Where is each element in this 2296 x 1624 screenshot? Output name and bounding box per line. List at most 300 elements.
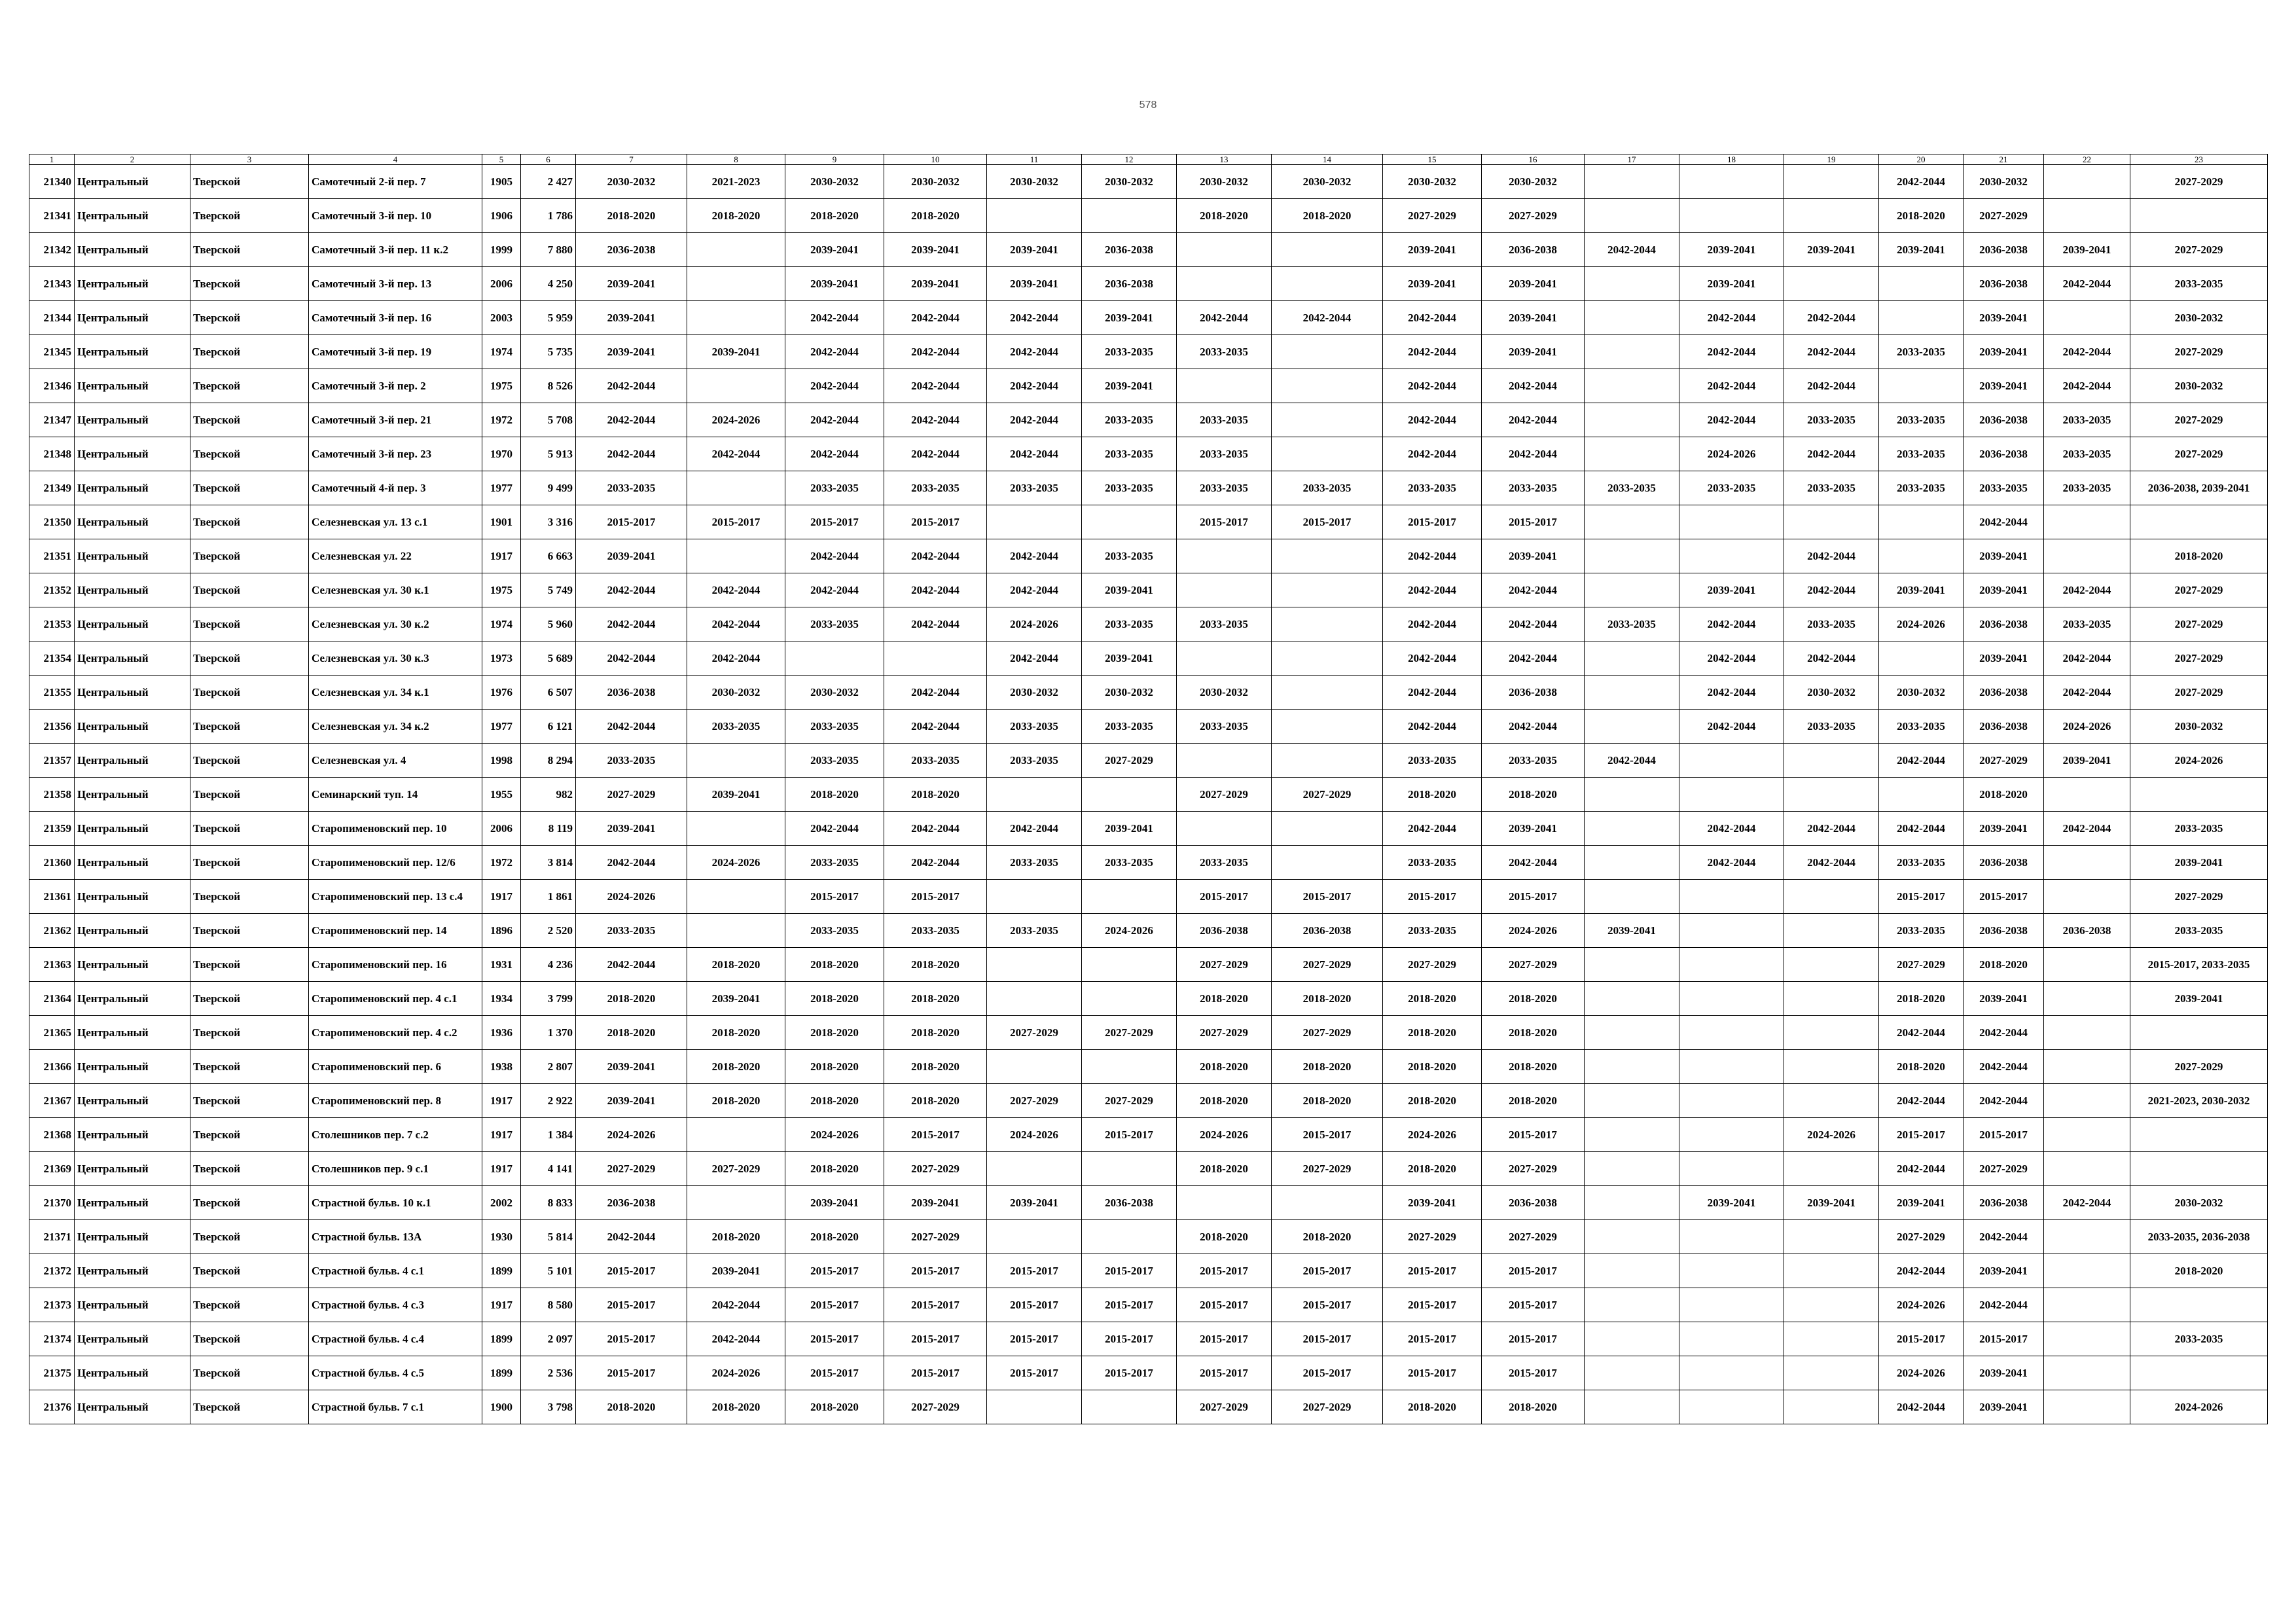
table-cell-col-22: 2033-2035 (2044, 403, 2130, 437)
table-cell-col-3: Тверской (190, 676, 309, 710)
table-cell-col-10: 2030-2032 (884, 165, 987, 199)
table-cell-col-5: 1917 (482, 880, 521, 914)
table-cell-col-22 (2044, 301, 2130, 335)
table-cell-col-15: 2042-2044 (1383, 710, 1482, 744)
table-cell-col-19 (1784, 948, 1879, 982)
table-cell-col-1: 21341 (29, 199, 75, 233)
table-cell-col-2: Центральный (75, 812, 190, 846)
table-cell-col-14 (1272, 812, 1383, 846)
table-cell-col-13: 2015-2017 (1177, 1254, 1272, 1288)
table-cell-col-20: 2033-2035 (1879, 335, 1964, 369)
table-cell-col-21: 2039-2041 (1964, 641, 2044, 676)
table-cell-col-22: 2042-2044 (2044, 812, 2130, 846)
table-cell-col-22 (2044, 778, 2130, 812)
table-cell-col-14: 2027-2029 (1272, 778, 1383, 812)
table-cell-col-11 (987, 1050, 1082, 1084)
table-cell-col-12: 2030-2032 (1082, 165, 1177, 199)
table-cell-col-8: 2027-2029 (687, 1152, 785, 1186)
table-cell-col-4: Старопименовский пер. 6 (309, 1050, 482, 1084)
table-cell-col-23: 2033-2035 (2130, 267, 2268, 301)
table-cell-col-7: 2042-2044 (576, 948, 687, 982)
table-cell-col-16: 2027-2029 (1482, 199, 1585, 233)
table-cell-col-9: 2042-2044 (785, 369, 884, 403)
table-cell-col-23: 2018-2020 (2130, 539, 2268, 573)
table-cell-col-22 (2044, 1016, 2130, 1050)
table-cell-col-19 (1784, 778, 1879, 812)
table-cell-col-9: 2039-2041 (785, 267, 884, 301)
table-cell-col-21: 2036-2038 (1964, 676, 2044, 710)
table-cell-col-12: 2033-2035 (1082, 607, 1177, 641)
table-cell-col-15: 2027-2029 (1383, 199, 1482, 233)
table-cell-col-10: 2018-2020 (884, 1050, 987, 1084)
table-cell-col-16: 2018-2020 (1482, 778, 1585, 812)
table-cell-col-21: 2036-2038 (1964, 1186, 2044, 1220)
column-number-4: 4 (309, 154, 482, 165)
column-number-12: 12 (1082, 154, 1177, 165)
table-cell-col-12 (1082, 880, 1177, 914)
table-cell-col-23 (2130, 1356, 2268, 1390)
table-cell-col-22: 2033-2035 (2044, 437, 2130, 471)
table-cell-col-23: 2027-2029 (2130, 165, 2268, 199)
table-cell-col-6: 3 316 (521, 505, 576, 539)
table-cell-col-19 (1784, 1288, 1879, 1322)
table-cell-col-17 (1585, 982, 1679, 1016)
page-number: 578 (1139, 99, 1157, 111)
table-cell-col-14: 2033-2035 (1272, 471, 1383, 505)
table-cell-col-17 (1585, 1118, 1679, 1152)
table-cell-col-15: 2015-2017 (1383, 880, 1482, 914)
table-cell-col-2: Центральный (75, 880, 190, 914)
table-cell-col-13 (1177, 233, 1272, 267)
table-cell-col-20: 2015-2017 (1879, 880, 1964, 914)
table-cell-col-9: 2018-2020 (785, 948, 884, 982)
table-cell-col-11: 2015-2017 (987, 1356, 1082, 1390)
table-cell-col-19: 2042-2044 (1784, 301, 1879, 335)
table-cell-col-5: 1998 (482, 744, 521, 778)
table-cell-col-10: 2042-2044 (884, 676, 987, 710)
table-cell-col-17 (1585, 1152, 1679, 1186)
table-cell-col-14: 2018-2020 (1272, 199, 1383, 233)
table-cell-col-16: 2018-2020 (1482, 1016, 1585, 1050)
table-cell-col-14 (1272, 676, 1383, 710)
table-cell-col-18 (1679, 914, 1784, 948)
table-cell-col-1: 21371 (29, 1220, 75, 1254)
table-cell-col-19 (1784, 982, 1879, 1016)
table-cell-col-19 (1784, 1356, 1879, 1390)
table-cell-col-8: 2039-2041 (687, 778, 785, 812)
table-cell-col-5: 1936 (482, 1016, 521, 1050)
table-cell-col-15: 2033-2035 (1383, 914, 1482, 948)
table-cell-col-1: 21346 (29, 369, 75, 403)
table-cell-col-5: 1906 (482, 199, 521, 233)
table-cell-col-6: 6 663 (521, 539, 576, 573)
table-cell-col-19: 2042-2044 (1784, 437, 1879, 471)
table-cell-col-1: 21366 (29, 1050, 75, 1084)
table-cell-col-9: 2018-2020 (785, 1084, 884, 1118)
table-cell-col-21: 2039-2041 (1964, 1390, 2044, 1424)
column-number-10: 10 (884, 154, 987, 165)
table-cell-col-9: 2042-2044 (785, 301, 884, 335)
table-cell-col-1: 21370 (29, 1186, 75, 1220)
table-cell-col-1: 21367 (29, 1084, 75, 1118)
table-cell-col-3: Тверской (190, 1016, 309, 1050)
table-cell-col-4: Старопименовский пер. 14 (309, 914, 482, 948)
table-cell-col-3: Тверской (190, 880, 309, 914)
table-cell-col-20 (1879, 505, 1964, 539)
table-cell-col-11: 2015-2017 (987, 1322, 1082, 1356)
table-cell-col-10: 2027-2029 (884, 1220, 987, 1254)
table-cell-col-7: 2033-2035 (576, 744, 687, 778)
table-cell-col-4: Селезневская ул. 30 к.2 (309, 607, 482, 641)
table-row (29, 710, 2268, 744)
table-cell-col-9: 2024-2026 (785, 1118, 884, 1152)
table-cell-col-1: 21364 (29, 982, 75, 1016)
table-cell-col-14 (1272, 233, 1383, 267)
table-cell-col-11: 2027-2029 (987, 1084, 1082, 1118)
table-cell-col-17 (1585, 1356, 1679, 1390)
table-cell-col-15: 2018-2020 (1383, 1016, 1482, 1050)
table-cell-col-11: 2042-2044 (987, 301, 1082, 335)
table-cell-col-2: Центральный (75, 914, 190, 948)
table-cell-col-7: 2042-2044 (576, 641, 687, 676)
table-cell-col-4: Селезневская ул. 34 к.1 (309, 676, 482, 710)
table-cell-col-2: Центральный (75, 1288, 190, 1322)
table-cell-col-8: 2018-2020 (687, 199, 785, 233)
table-cell-col-21: 2033-2035 (1964, 471, 2044, 505)
table-cell-col-11: 2033-2035 (987, 471, 1082, 505)
table-cell-col-20: 2018-2020 (1879, 1050, 1964, 1084)
table-cell-col-10: 2015-2017 (884, 1322, 987, 1356)
table-cell-col-11: 2024-2026 (987, 607, 1082, 641)
table-cell-col-9: 2039-2041 (785, 1186, 884, 1220)
table-cell-col-14: 2030-2032 (1272, 165, 1383, 199)
table-cell-col-20: 2027-2029 (1879, 948, 1964, 982)
table-cell-col-21: 2027-2029 (1964, 1152, 2044, 1186)
table-cell-col-2: Центральный (75, 573, 190, 607)
table-cell-col-10: 2039-2041 (884, 233, 987, 267)
table-row (29, 676, 2268, 710)
table-cell-col-5: 1955 (482, 778, 521, 812)
table-cell-col-15: 2018-2020 (1383, 1152, 1482, 1186)
table-cell-col-20 (1879, 641, 1964, 676)
table-cell-col-20: 2042-2044 (1879, 812, 1964, 846)
table-cell-col-15: 2015-2017 (1383, 1322, 1482, 1356)
table-cell-col-1: 21360 (29, 846, 75, 880)
table-cell-col-11: 2033-2035 (987, 846, 1082, 880)
table-cell-col-5: 2006 (482, 267, 521, 301)
table-cell-col-18 (1679, 1220, 1784, 1254)
table-cell-col-6: 7 880 (521, 233, 576, 267)
table-cell-col-16: 2030-2032 (1482, 165, 1585, 199)
table-cell-col-14: 2018-2020 (1272, 1220, 1383, 1254)
table-cell-col-15: 2042-2044 (1383, 301, 1482, 335)
table-cell-col-9: 2042-2044 (785, 539, 884, 573)
table-cell-col-7: 2042-2044 (576, 437, 687, 471)
table-cell-col-16: 2015-2017 (1482, 1288, 1585, 1322)
table-cell-col-10: 2015-2017 (884, 880, 987, 914)
table-cell-col-10: 2015-2017 (884, 1356, 987, 1390)
table-cell-col-20: 2033-2035 (1879, 403, 1964, 437)
table-cell-col-23: 2027-2029 (2130, 403, 2268, 437)
column-number-7: 7 (576, 154, 687, 165)
table-row (29, 778, 2268, 812)
table-cell-col-21: 2030-2032 (1964, 165, 2044, 199)
table-cell-col-12: 2030-2032 (1082, 676, 1177, 710)
table-cell-col-6: 5 689 (521, 641, 576, 676)
table-cell-col-15: 2039-2041 (1383, 1186, 1482, 1220)
table-cell-col-1: 21369 (29, 1152, 75, 1186)
table-cell-col-7: 2018-2020 (576, 982, 687, 1016)
table-cell-col-23 (2130, 1118, 2268, 1152)
table-cell-col-13: 2033-2035 (1177, 471, 1272, 505)
table-cell-col-23: 2033-2035, 2036-2038 (2130, 1220, 2268, 1254)
table-row (29, 437, 2268, 471)
table-cell-col-15: 2042-2044 (1383, 335, 1482, 369)
table-cell-col-7: 2015-2017 (576, 1322, 687, 1356)
table-cell-col-18 (1679, 539, 1784, 573)
table-cell-col-1: 21355 (29, 676, 75, 710)
table-cell-col-3: Тверской (190, 505, 309, 539)
table-cell-col-1: 21361 (29, 880, 75, 914)
table-cell-col-2: Центральный (75, 1118, 190, 1152)
table-cell-col-12 (1082, 1152, 1177, 1186)
table-row (29, 369, 2268, 403)
table-cell-col-18: 2033-2035 (1679, 471, 1784, 505)
table-cell-col-15: 2042-2044 (1383, 812, 1482, 846)
table-cell-col-13: 2015-2017 (1177, 1322, 1272, 1356)
table-cell-col-14: 2018-2020 (1272, 982, 1383, 1016)
table-cell-col-22: 2042-2044 (2044, 369, 2130, 403)
table-cell-col-9: 2030-2032 (785, 165, 884, 199)
table-cell-col-11 (987, 505, 1082, 539)
table-cell-col-17 (1585, 437, 1679, 471)
table-cell-col-20: 2018-2020 (1879, 982, 1964, 1016)
table-cell-col-3: Тверской (190, 1220, 309, 1254)
table-cell-col-16: 2042-2044 (1482, 846, 1585, 880)
table-cell-col-23: 2024-2026 (2130, 744, 2268, 778)
table-cell-col-2: Центральный (75, 710, 190, 744)
table-cell-col-7: 2024-2026 (576, 1118, 687, 1152)
table-cell-col-5: 1975 (482, 369, 521, 403)
table-cell-col-16: 2042-2044 (1482, 710, 1585, 744)
table-cell-col-8 (687, 812, 785, 846)
table-cell-col-6: 5 913 (521, 437, 576, 471)
table-cell-col-9: 2015-2017 (785, 880, 884, 914)
table-cell-col-14 (1272, 267, 1383, 301)
table-row (29, 573, 2268, 607)
table-cell-col-13: 2018-2020 (1177, 199, 1272, 233)
table-cell-col-11: 2042-2044 (987, 641, 1082, 676)
table-cell-col-1: 21368 (29, 1118, 75, 1152)
table-cell-col-9: 2033-2035 (785, 846, 884, 880)
table-cell-col-6: 5 960 (521, 607, 576, 641)
table-cell-col-1: 21342 (29, 233, 75, 267)
table-cell-col-4: Самотечный 3-й пер. 2 (309, 369, 482, 403)
table-cell-col-2: Центральный (75, 676, 190, 710)
table-cell-col-21: 2042-2044 (1964, 1016, 2044, 1050)
table-cell-col-4: Старопименовский пер. 16 (309, 948, 482, 982)
table-cell-col-20: 2039-2041 (1879, 1186, 1964, 1220)
table-cell-col-1: 21358 (29, 778, 75, 812)
table-cell-col-16: 2036-2038 (1482, 233, 1585, 267)
table-cell-col-7: 2036-2038 (576, 233, 687, 267)
table-cell-col-22 (2044, 948, 2130, 982)
table-row (29, 744, 2268, 778)
table-cell-col-12 (1082, 1390, 1177, 1424)
table-cell-col-4: Селезневская ул. 30 к.1 (309, 573, 482, 607)
table-cell-col-13: 2018-2020 (1177, 1152, 1272, 1186)
table-cell-col-6: 5 749 (521, 573, 576, 607)
table-cell-col-15: 2033-2035 (1383, 744, 1482, 778)
table-cell-col-10: 2042-2044 (884, 301, 987, 335)
table-cell-col-15: 2027-2029 (1383, 1220, 1482, 1254)
table-cell-col-1: 21362 (29, 914, 75, 948)
table-cell-col-21: 2039-2041 (1964, 1254, 2044, 1288)
table-cell-col-7: 2039-2041 (576, 812, 687, 846)
table-cell-col-7: 2039-2041 (576, 1084, 687, 1118)
table-cell-col-8 (687, 880, 785, 914)
table-cell-col-10: 2042-2044 (884, 846, 987, 880)
table-cell-col-21: 2039-2041 (1964, 812, 2044, 846)
table-cell-col-5: 1938 (482, 1050, 521, 1084)
table-cell-col-17 (1585, 1288, 1679, 1322)
table-cell-col-16: 2015-2017 (1482, 1254, 1585, 1288)
table-cell-col-17 (1585, 880, 1679, 914)
table-cell-col-17 (1585, 1220, 1679, 1254)
table-cell-col-21: 2036-2038 (1964, 233, 2044, 267)
table-cell-col-1: 21372 (29, 1254, 75, 1288)
table-cell-col-18: 2042-2044 (1679, 301, 1784, 335)
table-cell-col-10: 2042-2044 (884, 710, 987, 744)
table-cell-col-19: 2039-2041 (1784, 233, 1879, 267)
table-cell-col-18 (1679, 744, 1784, 778)
table-cell-col-20: 2033-2035 (1879, 846, 1964, 880)
table-cell-col-1: 21348 (29, 437, 75, 471)
table-cell-col-5: 1975 (482, 573, 521, 607)
table-cell-col-8: 2018-2020 (687, 1220, 785, 1254)
table-cell-col-10: 2015-2017 (884, 1254, 987, 1288)
table-cell-col-18: 2039-2041 (1679, 1186, 1784, 1220)
table-cell-col-14: 2015-2017 (1272, 880, 1383, 914)
table-cell-col-4: Самотечный 3-й пер. 19 (309, 335, 482, 369)
table-cell-col-22 (2044, 1152, 2130, 1186)
table-cell-col-20 (1879, 539, 1964, 573)
table-cell-col-2: Центральный (75, 165, 190, 199)
table-cell-col-21: 2042-2044 (1964, 1050, 2044, 1084)
table-cell-col-2: Центральный (75, 505, 190, 539)
table-cell-col-16: 2042-2044 (1482, 369, 1585, 403)
table-cell-col-11: 2039-2041 (987, 1186, 1082, 1220)
table-cell-col-11: 2042-2044 (987, 539, 1082, 573)
table-cell-col-21: 2039-2041 (1964, 335, 2044, 369)
table-cell-col-3: Тверской (190, 1288, 309, 1322)
table-cell-col-19 (1784, 744, 1879, 778)
table-cell-col-21: 2018-2020 (1964, 778, 2044, 812)
table-row (29, 539, 2268, 573)
table-cell-col-10: 2042-2044 (884, 369, 987, 403)
table-cell-col-15: 2042-2044 (1383, 607, 1482, 641)
table-cell-col-3: Тверской (190, 267, 309, 301)
table-cell-col-17 (1585, 846, 1679, 880)
table-row (29, 1390, 2268, 1424)
table-cell-col-4: Старопименовский пер. 4 с.2 (309, 1016, 482, 1050)
table-cell-col-20: 2018-2020 (1879, 199, 1964, 233)
table-cell-col-9: 2018-2020 (785, 1220, 884, 1254)
table-cell-col-23: 2027-2029 (2130, 335, 2268, 369)
table-cell-col-12 (1082, 1050, 1177, 1084)
table-cell-col-22: 2042-2044 (2044, 267, 2130, 301)
table-cell-col-20: 2042-2044 (1879, 1084, 1964, 1118)
table-cell-col-16: 2039-2041 (1482, 812, 1585, 846)
table-cell-col-8 (687, 267, 785, 301)
table-cell-col-3: Тверской (190, 1322, 309, 1356)
table-cell-col-22 (2044, 1288, 2130, 1322)
table-cell-col-10: 2015-2017 (884, 505, 987, 539)
table-row (29, 1356, 2268, 1390)
table-cell-col-3: Тверской (190, 165, 309, 199)
table-cell-col-8: 2039-2041 (687, 1254, 785, 1288)
column-number-9: 9 (785, 154, 884, 165)
table-cell-col-23 (2130, 778, 2268, 812)
table-cell-col-12 (1082, 948, 1177, 982)
table-cell-col-11: 2042-2044 (987, 573, 1082, 607)
table-cell-col-8 (687, 539, 785, 573)
table-cell-col-7: 2042-2044 (576, 710, 687, 744)
table-cell-col-12 (1082, 982, 1177, 1016)
table-cell-col-12: 2033-2035 (1082, 471, 1177, 505)
table-cell-col-12: 2039-2041 (1082, 369, 1177, 403)
table-row (29, 267, 2268, 301)
table-cell-col-10: 2018-2020 (884, 1016, 987, 1050)
table-cell-col-3: Тверской (190, 471, 309, 505)
table-cell-col-4: Селезневская ул. 13 с.1 (309, 505, 482, 539)
table-cell-col-12: 2015-2017 (1082, 1322, 1177, 1356)
table-cell-col-2: Центральный (75, 369, 190, 403)
table-cell-col-1: 21363 (29, 948, 75, 982)
table-cell-col-17 (1585, 778, 1679, 812)
table-cell-col-22: 2039-2041 (2044, 233, 2130, 267)
table-cell-col-14 (1272, 1186, 1383, 1220)
table-cell-col-9: 2015-2017 (785, 1356, 884, 1390)
table-cell-col-18 (1679, 199, 1784, 233)
table-cell-col-14 (1272, 539, 1383, 573)
table-row (29, 1186, 2268, 1220)
table-cell-col-8: 2024-2026 (687, 1356, 785, 1390)
table-cell-col-14: 2027-2029 (1272, 1016, 1383, 1050)
table-cell-col-21: 2036-2038 (1964, 437, 2044, 471)
table-cell-col-19 (1784, 914, 1879, 948)
table-cell-col-15: 2033-2035 (1383, 471, 1482, 505)
table-cell-col-19: 2042-2044 (1784, 812, 1879, 846)
table-cell-col-5: 1974 (482, 335, 521, 369)
table-row (29, 403, 2268, 437)
table-cell-col-21: 2042-2044 (1964, 1084, 2044, 1118)
table-cell-col-15: 2042-2044 (1383, 539, 1482, 573)
table-cell-col-9: 2015-2017 (785, 1288, 884, 1322)
table-cell-col-18: 2042-2044 (1679, 335, 1784, 369)
table-cell-col-9: 2033-2035 (785, 914, 884, 948)
table-cell-col-7: 2039-2041 (576, 335, 687, 369)
table-cell-col-14 (1272, 744, 1383, 778)
table-cell-col-4: Селезневская ул. 22 (309, 539, 482, 573)
table-cell-col-14: 2018-2020 (1272, 1050, 1383, 1084)
table-cell-col-9: 2033-2035 (785, 471, 884, 505)
table-cell-col-9: 2033-2035 (785, 607, 884, 641)
table-cell-col-10: 2042-2044 (884, 573, 987, 607)
table-cell-col-23 (2130, 1152, 2268, 1186)
table-cell-col-20 (1879, 778, 1964, 812)
table-cell-col-12: 2015-2017 (1082, 1356, 1177, 1390)
